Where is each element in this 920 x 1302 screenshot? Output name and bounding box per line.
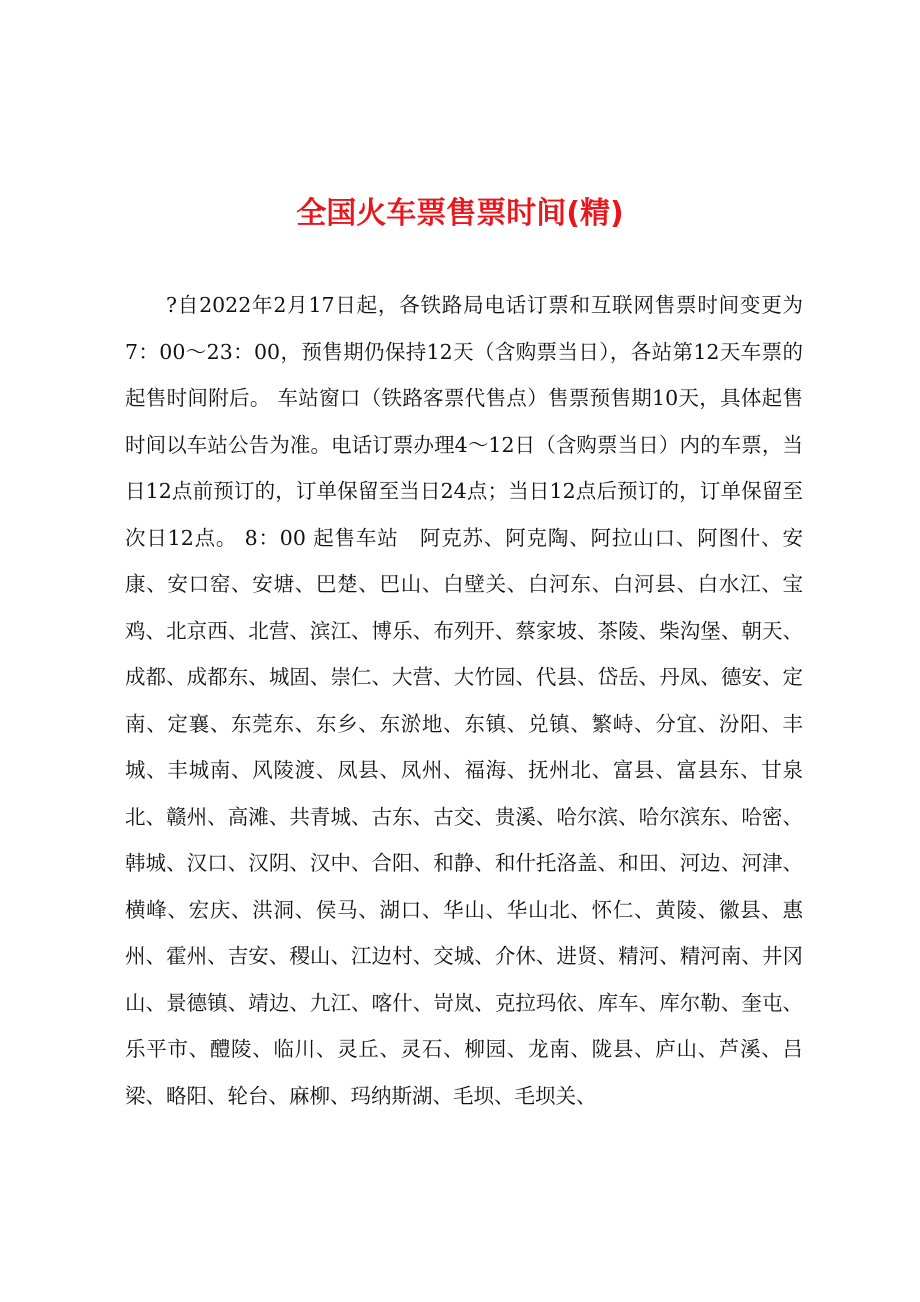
document-title: 全国火车票售票时间(精) [296,196,624,231]
document-paragraph: ?自2022年2月17日起，各铁路局电话订票和互联网售票时间变更为7：00～23：00，预售期仍保持12天（含购票当日），各站第12天车票的起售时间附后。 车站窗口（铁路客票代售点）售票预售期10天，具体起售时间以车站公告为准。电话订票办理4～12日（含购票当日）内的车票，当日12点前预订的，订单保留至当日24点；当日12点后预订的，订单保留至次日12点。 8：00 起售车站 阿克苏、阿克陶、阿拉山口、阿图什、安康、安口窑、安塘、巴楚、巴山、白壁关、白河东、白河县、白水江、宝鸡、北京西、北营、滨江、博乐、布列开、蔡家坡、茶陵、柴沟堡、朝天、成都、成都东、城固、崇仁、大营、大竹园、代县、岱岳、丹凤、德安、定南、定襄、东莞东、东乡、东淤地、东镇、兑镇、繁峙、分宜、汾阳、丰城、丰城南、风陵渡、凤县、凤州、福海、抚州北、富县、富县东、甘泉北、赣州、高滩、共青城、古东、古交、贵溪、哈尔滨、哈尔滨东、哈密、韩城、汉口、汉阴、汉中、合阳、和静、和什托洛盖、和田、河边、河津、横峰、宏庆、洪洞、侯马、湖口、华山、华山北、怀仁、黄陵、徽县、惠州、霍州、吉安、稷山、江边村、交城、介休、进贤、精河、精河南、井冈山、景德镇、靖边、九江、喀什、岢岚、克拉玛依、库车、库尔勒、奎屯、乐平市、醴陵、临川、灵丘、灵石、柳园、龙南、陇县、庐山、芦溪、吕梁、略阳、轮台、麻柳、玛纳斯湖、毛坝、毛坝关、 [125,293,803,1108]
